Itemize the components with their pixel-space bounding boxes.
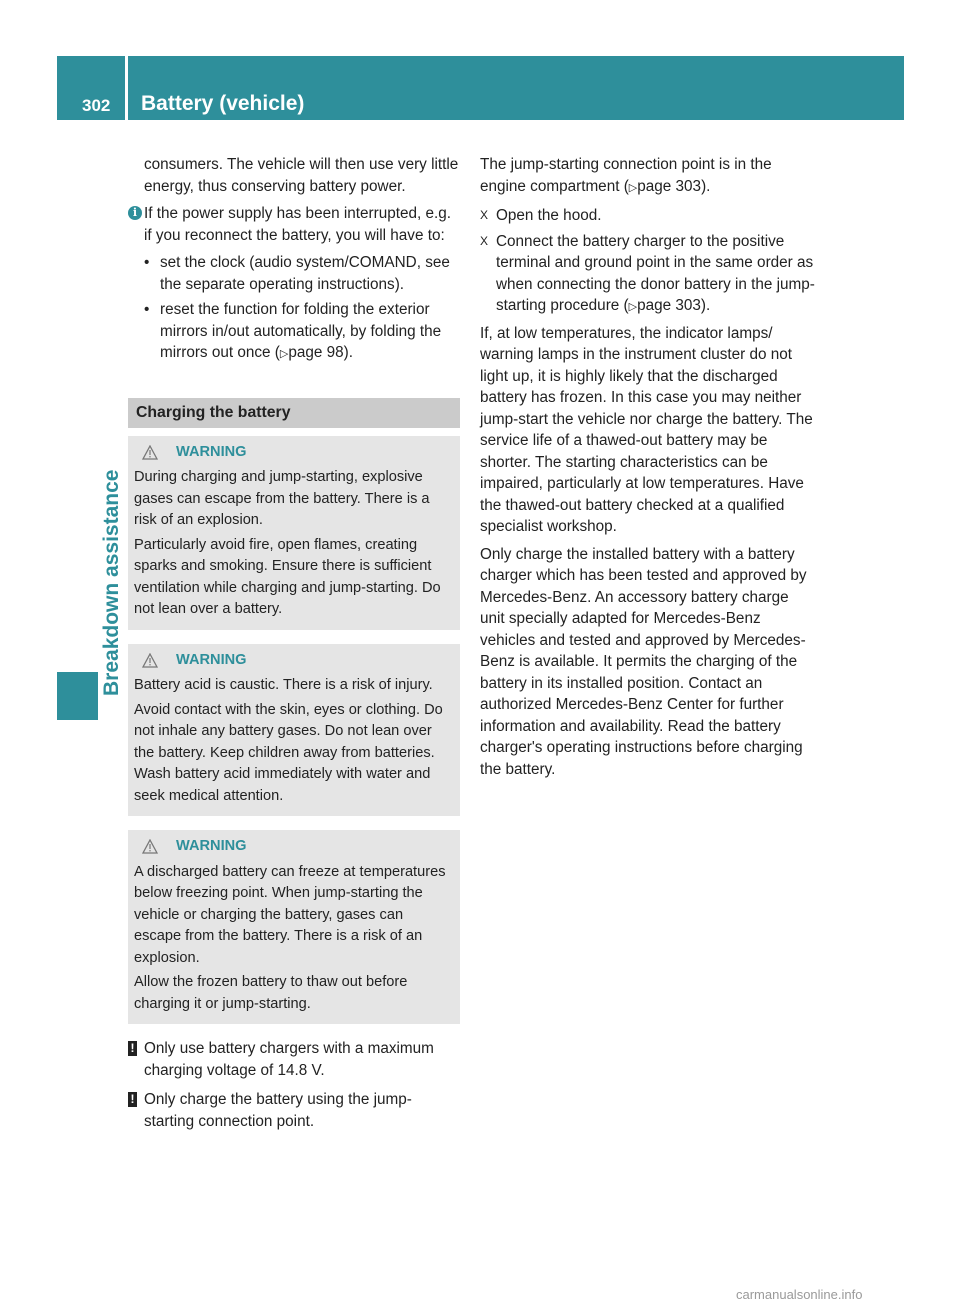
warning-box [128,830,460,1024]
info-note [128,203,460,246]
warning-header [142,650,454,672]
note-text: Only use battery chargers with a maximum charging voltage of 14.8 V. [144,1040,434,1079]
warning-box [128,644,460,817]
left-column [128,154,460,1140]
side-label: Breakdown assistance [100,469,123,696]
watermark: carmanualsonline.info [736,1287,863,1302]
page-number: 302 [82,96,111,115]
step-text: Open the hood. [496,207,602,224]
charging-heading: Charging the battery [128,398,460,428]
bullet-text: set the clock (audio system/COMAND, see the separate operating instructions). [160,254,450,293]
header-divider [125,56,128,120]
charger-paragraph: Only charge the installed battery with a battery charger which has been tested and approved by Mercedes-Benz. An accessory battery charge unit specially adapted for Mercedes-Benz vehicles and tested and approved by Mercedes-Benz is available. It permits the charging of the battery in its installed position. Contact an authorized Mercedes-Benz Center for further information and availability. Read the battery charger's operating instructions before charging the battery. [480,545,807,778]
step-arrow-icon: X [480,208,489,222]
warning-triangle-icon [142,653,158,668]
frozen-battery-paragraph: If, at low temperatures, the indicator lamps/ warning lamps in the instrument cluster do not light up, it is highly likely that the discharged battery has frozen. In this case you may neither jump-start the vehicle nor charge the battery. The service life of a thawed-out battery may be shorter. The starting characteristics can be impaired, particularly at low temperatures. Have the thawed-out battery checked at a qualified specialist workshop. [480,324,813,535]
page-ref-link[interactable]: page 98). [288,344,353,361]
page-ref-link[interactable]: page 303). [637,297,711,314]
step-arrow-icon: X [480,233,489,248]
step-text: Connect the battery charger to the positive terminal and ground point in the same order as when connecting the donor battery in the jump-starting procedure ( [496,232,815,314]
page-ref-link[interactable]: page 303). [637,177,711,195]
warning-header [142,442,454,464]
connection-point-paragraph [480,154,816,199]
intro-paragraph: consumers. The vehicle will then use very little energy, thus conserving battery power. [144,156,459,195]
warning-title: WARNING [176,443,247,460]
bullet-item [128,252,460,295]
warning-triangle-icon [142,445,158,460]
bullet-text: reset the function for folding the exterior mirrors in/out automatically, by folding the mirrors out once ( [160,301,442,361]
warning-box [128,436,460,630]
page-ref-arrow-icon: ▷ [279,348,289,360]
bullet-icon: • [144,301,150,318]
warning-triangle-icon [142,839,158,854]
warning-text: Particularly avoid fire, open flames, creating sparks and smoking. Ensure there is sufficient ventilation while charging and jump-starting. Do not lean over a battery. [134,536,441,617]
info-text: If the power supply has been interrupted, e.g. if you reconnect the battery, you will have to: [144,205,451,244]
step-item [480,205,816,227]
warning-text: Allow the frozen battery to thaw out before charging it or jump-starting. [134,974,408,1012]
section-title: Battery (vehicle) [141,92,305,115]
side-tab [57,672,98,720]
right-column [480,154,816,786]
exclamation-icon: ! [128,1041,137,1056]
warning-text: During charging and jump-starting, explosive gases can escape from the battery. There is a risk of an explosion. [134,469,430,528]
warning-text: Avoid contact with the skin, eyes or clothing. Do not inhale any battery gases. Do not lean over the battery. Keep children away from batteries. Wash battery acid immediately with water and seek medical attention. [134,701,443,804]
warning-title: WARNING [176,651,247,668]
warning-text: Battery acid is caustic. There is a risk of injury. [134,677,433,693]
paragraph-text: The jump-starting connection point is in the engine compartment ( [480,156,772,195]
warning-title: WARNING [176,838,247,854]
caution-note [128,1089,460,1132]
page-ref-arrow-icon: ▷ [628,181,638,194]
exclamation-icon: ! [128,1092,137,1107]
step-item [480,231,816,319]
warning-text: A discharged battery can freeze at temperatures below freezing point. When jump-starting the vehicle or charging the battery, gases can escape from the battery. There is a risk of an explosion. [134,863,446,966]
caution-note [128,1038,460,1081]
page-ref-arrow-icon: ▷ [628,301,638,313]
bullet-item [128,299,460,366]
bullet-icon: • [144,254,150,271]
warning-header [142,836,454,858]
info-icon: i [128,206,142,220]
note-text: Only charge the battery using the jump-starting connection point. [144,1091,412,1130]
